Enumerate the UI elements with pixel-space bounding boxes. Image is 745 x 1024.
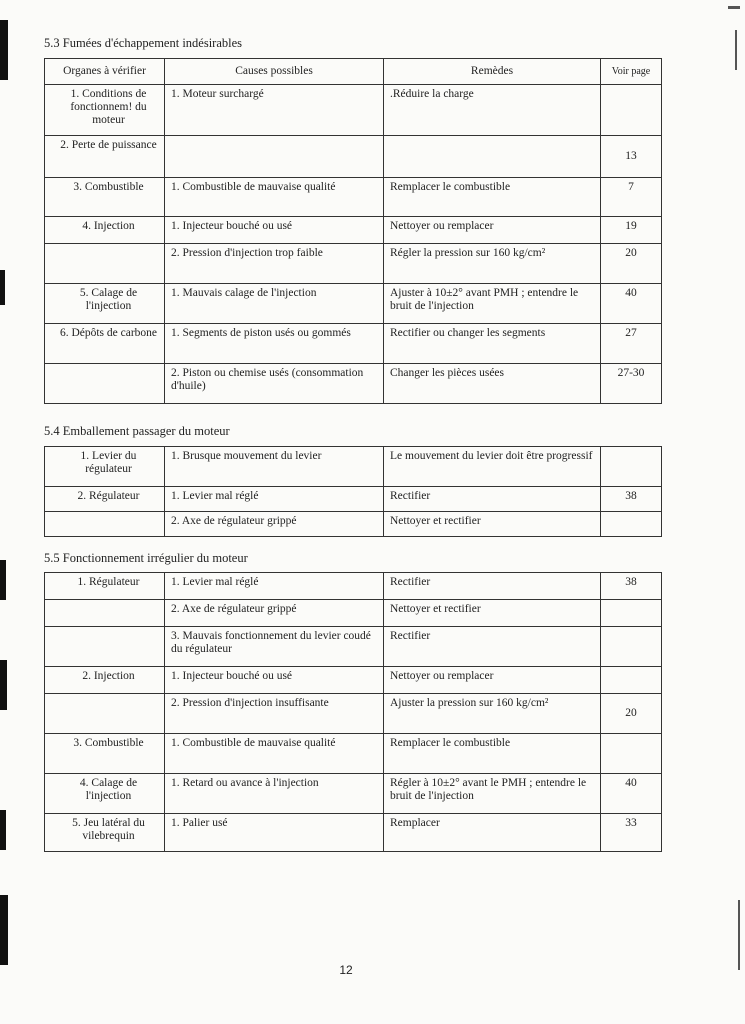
cell-remede: [384, 136, 601, 178]
section-title-5-3: 5.3 Fumées d'échappement indésirables: [44, 36, 243, 50]
cell-page: 38: [601, 487, 662, 512]
cell-cause: 1. Levier mal réglé: [165, 573, 384, 600]
cell-remede: Remplacer le combustible: [384, 734, 601, 774]
cell-organe: [45, 627, 165, 667]
table-row: [45, 244, 662, 284]
table-row: [45, 178, 662, 217]
cell-organe: 3. Combustible: [45, 178, 165, 217]
cell-cause: 1. Injecteur bouché ou usé: [165, 667, 384, 694]
binding-mark: [0, 20, 8, 80]
cell-page: [601, 600, 662, 627]
cell-page: 19: [601, 217, 662, 244]
cell-page: [601, 627, 662, 667]
cell-organe: 4. Injection: [45, 217, 165, 244]
cell-cause: [165, 136, 384, 178]
table-row: [45, 667, 662, 694]
table-row: [45, 734, 662, 774]
cell-remede: Le mouvement du levier doit être progressif: [384, 447, 601, 487]
section-title-5-4: 5.4 Emballement passager du moteur: [44, 424, 230, 438]
table-row: [45, 217, 662, 244]
cell-remede: Rectifier: [384, 573, 601, 600]
cell-cause: 1. Retard ou avance à l'injection: [165, 774, 384, 814]
table-row: [45, 85, 662, 136]
cell-cause: 1. Mauvais calage de l'injection: [165, 284, 384, 324]
cell-page: 7: [601, 178, 662, 217]
cell-organe: [45, 694, 165, 734]
cell-page: 38: [601, 573, 662, 600]
cell-cause: 1. Levier mal réglé: [165, 487, 384, 512]
scan-speck: [738, 900, 740, 970]
cell-organe: [45, 512, 165, 537]
header-organes: Organes à vérifier: [45, 59, 165, 85]
table-row: [45, 694, 662, 734]
cell-page: 27: [601, 324, 662, 364]
table-header-row: [45, 59, 662, 85]
cell-cause: 1. Segments de piston usés ou gommés: [165, 324, 384, 364]
binding-mark: [0, 660, 7, 710]
cell-page: 40: [601, 284, 662, 324]
cell-cause: 3. Mauvais fonctionnement du levier coudé du régulateur: [165, 627, 384, 667]
cell-organe: [45, 600, 165, 627]
cell-remede: Nettoyer ou remplacer: [384, 667, 601, 694]
binding-mark: [0, 560, 6, 600]
cell-remede: Rectifier: [384, 487, 601, 512]
header-causes: Causes possibles: [165, 59, 384, 85]
cell-organe: [45, 364, 165, 404]
cell-remede: Nettoyer ou remplacer: [384, 217, 601, 244]
table-row: [45, 814, 662, 852]
table-5-3: [44, 58, 662, 404]
cell-page: [601, 447, 662, 487]
cell-organe: 6. Dépôts de carbone: [45, 324, 165, 364]
cell-remede: .Réduire la charge: [384, 85, 601, 136]
cell-page: [601, 512, 662, 537]
cell-page: 20: [601, 244, 662, 284]
cell-organe: 1. Conditions de fonctionnem! du moteur: [45, 85, 165, 136]
cell-page: 27-30: [601, 364, 662, 404]
cell-remede: Remplacer: [384, 814, 601, 852]
cell-cause: 1. Injecteur bouché ou usé: [165, 217, 384, 244]
cell-organe: 3. Combustible: [45, 734, 165, 774]
table-row: [45, 627, 662, 667]
cell-organe: 5. Calage de l'injection: [45, 284, 165, 324]
cell-remede: Régler la pression sur 160 kg/cm²: [384, 244, 601, 284]
cell-organe: 5. Jeu latéral du vilebrequin: [45, 814, 165, 852]
cell-page: 20: [601, 694, 662, 734]
page-number: 12: [339, 963, 353, 977]
cell-remede: Ajuster la pression sur 160 kg/cm²: [384, 694, 601, 734]
cell-organe: 4. Calage de l'injection: [45, 774, 165, 814]
cell-page: 13: [601, 136, 662, 178]
cell-organe: [45, 244, 165, 284]
table-row: [45, 487, 662, 512]
cell-organe: 2. Perte de puissance: [45, 136, 165, 178]
header-remedes: Remèdes: [384, 59, 601, 85]
cell-page: 33: [601, 814, 662, 852]
scan-speck: [735, 30, 737, 70]
table-row: [45, 136, 662, 178]
cell-page: [601, 667, 662, 694]
cell-organe: 1. Régulateur: [45, 573, 165, 600]
cell-cause: 2. Piston ou chemise usés (consommation d'huile): [165, 364, 384, 404]
cell-remede: Remplacer le combustible: [384, 178, 601, 217]
cell-remede: Nettoyer et rectifier: [384, 512, 601, 537]
cell-remede: Changer les pièces usées: [384, 364, 601, 404]
table-row: [45, 774, 662, 814]
cell-organe: 2. Régulateur: [45, 487, 165, 512]
table-row: [45, 600, 662, 627]
cell-organe: 2. Injection: [45, 667, 165, 694]
cell-cause: 1. Combustible de mauvaise qualité: [165, 734, 384, 774]
table-row: [45, 573, 662, 600]
table-row: [45, 364, 662, 404]
table-row: [45, 512, 662, 537]
cell-cause: 2. Axe de régulateur grippé: [165, 600, 384, 627]
binding-mark: [0, 810, 6, 850]
cell-page: 40: [601, 774, 662, 814]
table-row: [45, 447, 662, 487]
cell-cause: 1. Combustible de mauvaise qualité: [165, 178, 384, 217]
cell-remede: Nettoyer et rectifier: [384, 600, 601, 627]
binding-mark: [0, 895, 8, 965]
cell-cause: 2. Pression d'injection trop faible: [165, 244, 384, 284]
header-page: Voir page: [601, 59, 662, 85]
cell-remede: Rectifier: [384, 627, 601, 667]
cell-page: [601, 734, 662, 774]
scan-speck: [728, 6, 740, 9]
table-row: [45, 284, 662, 324]
cell-page: [601, 85, 662, 136]
table-row: [45, 324, 662, 364]
table-5-4: [44, 446, 662, 537]
cell-remede: Régler à 10±2° avant le PMH ; entendre le bruit de l'injection: [384, 774, 601, 814]
cell-cause: 2. Axe de régulateur grippé: [165, 512, 384, 537]
cell-cause: 2. Pression d'injection insuffisante: [165, 694, 384, 734]
binding-mark: [0, 270, 5, 305]
cell-cause: 1. Brusque mouvement du levier: [165, 447, 384, 487]
cell-organe: 1. Levier du régulateur: [45, 447, 165, 487]
cell-remede: Ajuster à 10±2° avant PMH ; entendre le bruit de l'injection: [384, 284, 601, 324]
cell-cause: 1. Moteur surchargé: [165, 85, 384, 136]
cell-cause: 1. Palier usé: [165, 814, 384, 852]
table-5-5: [44, 572, 662, 852]
cell-remede: Rectifier ou changer les segments: [384, 324, 601, 364]
section-title-5-5: 5.5 Fonctionnement irrégulier du moteur: [44, 551, 248, 565]
